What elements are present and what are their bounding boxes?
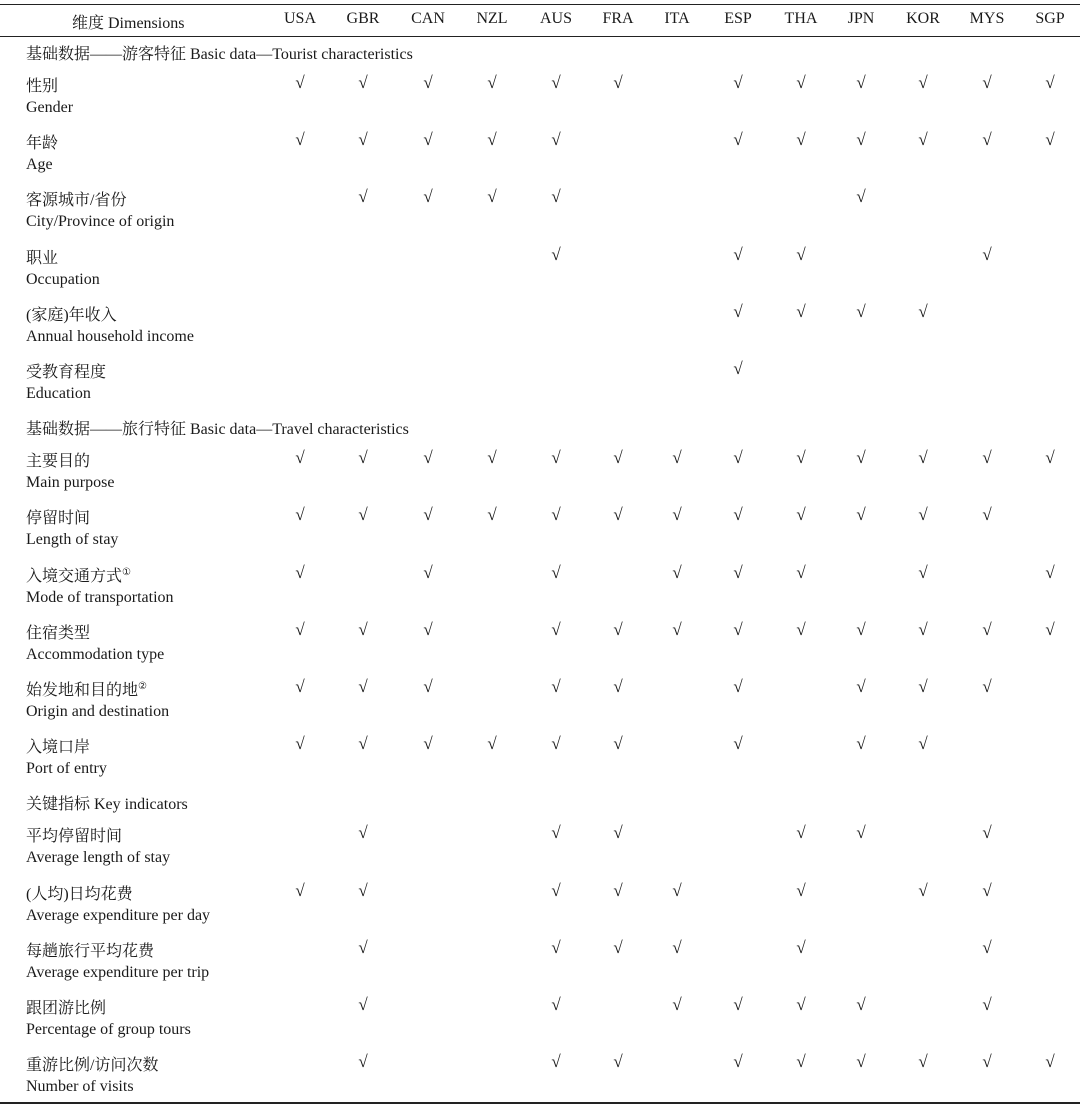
check-mark-jpn: √ — [856, 995, 866, 1014]
footnote-marker: ① — [122, 566, 131, 578]
check-mark-jpn: √ — [856, 619, 866, 639]
row-label-en: Number of visits — [26, 1078, 134, 1096]
check-mark-esp: √ — [733, 1052, 743, 1072]
check-mark-ita: √ — [672, 448, 682, 468]
check-mark-tha: √ — [796, 880, 806, 900]
row-label-zh-text: 住宿类型 — [26, 624, 91, 642]
row-label-zh — [26, 938, 154, 961]
check-mark-aus: √ — [551, 734, 561, 754]
row-label-zh-text: 重游比例/访问次数 — [26, 1057, 159, 1075]
check-mark-usa: √ — [295, 734, 305, 754]
check-mark-aus: √ — [551, 1052, 561, 1072]
header-country-gbr: GBR — [346, 10, 380, 27]
row-label-en: Occupation — [26, 270, 100, 288]
check-mark-aus: √ — [551, 73, 561, 92]
row-label-zh — [26, 677, 147, 700]
check-mark-mys: √ — [982, 1052, 992, 1072]
row-label-zh-text: 平均停留时间 — [26, 828, 123, 846]
check-mark-mys: √ — [982, 130, 992, 150]
check-mark-gbr: √ — [358, 734, 368, 754]
check-mark-gbr: √ — [358, 677, 368, 696]
check-mark-fra: √ — [613, 734, 623, 754]
check-mark-jpn: √ — [856, 505, 866, 525]
check-mark-ita: √ — [672, 619, 682, 639]
check-mark-fra: √ — [613, 505, 623, 525]
check-mark-aus: √ — [551, 995, 561, 1014]
row-label-zh — [26, 1052, 158, 1075]
check-mark-aus: √ — [551, 448, 561, 468]
row-label-en: Port of entry — [26, 760, 107, 778]
check-mark-ita: √ — [672, 880, 682, 900]
section-title: 基础数据——旅行特征 Basic data—Travel characteristics — [26, 421, 409, 439]
row-label-zh-text: 职业 — [26, 249, 59, 267]
check-mark-kor: √ — [918, 301, 928, 321]
row-label-zh-text: (人均)日均花费 — [26, 885, 133, 903]
check-mark-jpn: √ — [856, 823, 866, 843]
row-label-zh-text: 性别 — [26, 78, 59, 95]
header-country-fra: FRA — [602, 10, 634, 27]
check-mark-sgp: √ — [1045, 562, 1055, 582]
row-label-en: Length of stay — [26, 531, 119, 549]
check-mark-can: √ — [423, 677, 433, 696]
check-mark-jpn: √ — [856, 448, 866, 468]
header-country-can: CAN — [411, 10, 445, 27]
header-country-kor: KOR — [906, 10, 940, 27]
check-mark-tha: √ — [796, 1052, 806, 1072]
check-mark-esp: √ — [733, 448, 743, 468]
check-mark-aus: √ — [551, 187, 561, 207]
check-mark-gbr: √ — [358, 130, 368, 150]
check-mark-mys: √ — [982, 995, 992, 1014]
row-label-zh-text: 始发地和目的地 — [26, 682, 139, 699]
check-mark-mys: √ — [982, 880, 992, 900]
check-mark-usa: √ — [295, 677, 305, 696]
check-mark-nzl: √ — [487, 187, 497, 207]
check-mark-jpn: √ — [856, 677, 866, 696]
check-mark-kor: √ — [918, 677, 928, 696]
check-mark-usa: √ — [295, 505, 305, 525]
check-mark-sgp: √ — [1045, 1052, 1055, 1072]
check-mark-aus: √ — [551, 677, 561, 696]
check-mark-esp: √ — [733, 677, 743, 696]
check-mark-can: √ — [423, 505, 433, 525]
row-label-zh — [26, 505, 90, 528]
section-title: 关键指标 Key indicators — [26, 796, 188, 814]
table-header-rule — [0, 36, 1080, 37]
check-mark-gbr: √ — [358, 187, 368, 207]
row-label-zh — [26, 73, 58, 96]
header-country-ita: ITA — [664, 10, 690, 27]
check-mark-kor: √ — [918, 562, 928, 582]
check-mark-aus: √ — [551, 130, 561, 150]
check-mark-nzl: √ — [487, 130, 497, 150]
check-mark-can: √ — [423, 562, 433, 582]
check-mark-ita: √ — [672, 562, 682, 582]
footnote-marker: ② — [138, 681, 147, 692]
check-mark-usa: √ — [295, 73, 305, 92]
row-label-zh — [26, 448, 90, 471]
check-mark-ita: √ — [672, 995, 682, 1014]
check-mark-tha: √ — [796, 505, 806, 525]
row-label-en: Average expenditure per day — [26, 906, 211, 924]
row-label-zh-text: 客源城市/省份 — [26, 192, 127, 210]
row-label-zh — [26, 620, 90, 643]
check-mark-esp: √ — [733, 130, 743, 150]
check-mark-tha: √ — [796, 562, 806, 582]
check-mark-usa: √ — [295, 562, 305, 582]
table-bottom-rule — [0, 1102, 1080, 1104]
check-mark-tha: √ — [796, 995, 806, 1014]
check-mark-esp: √ — [733, 359, 743, 378]
check-mark-fra: √ — [613, 677, 623, 696]
check-mark-esp: √ — [733, 619, 743, 639]
header-country-mys: MYS — [969, 10, 1005, 27]
check-mark-aus: √ — [551, 937, 561, 957]
check-mark-can: √ — [423, 187, 433, 207]
row-label-zh — [26, 359, 106, 382]
check-mark-fra: √ — [613, 448, 623, 468]
check-mark-nzl: √ — [487, 734, 497, 754]
check-mark-gbr: √ — [358, 823, 368, 843]
row-label-zh — [26, 130, 58, 153]
check-mark-kor: √ — [918, 505, 928, 525]
check-mark-can: √ — [423, 619, 433, 639]
check-mark-fra: √ — [613, 937, 623, 957]
check-mark-esp: √ — [733, 73, 743, 92]
check-mark-sgp: √ — [1045, 448, 1055, 468]
check-mark-kor: √ — [918, 73, 928, 92]
check-mark-aus: √ — [551, 505, 561, 525]
check-mark-aus: √ — [551, 823, 561, 843]
row-label-zh — [26, 563, 131, 586]
header-dimensions: 维度 Dimensions — [72, 15, 185, 32]
check-mark-kor: √ — [918, 130, 928, 150]
row-label-en: Accommodation type — [26, 645, 165, 663]
check-mark-tha: √ — [796, 448, 806, 468]
row-label-en: Mode of transportation — [26, 588, 174, 606]
header-country-esp: ESP — [724, 10, 752, 27]
check-mark-sgp: √ — [1045, 73, 1055, 92]
check-mark-fra: √ — [613, 1052, 623, 1072]
row-label-en: Gender — [26, 99, 74, 116]
check-mark-jpn: √ — [856, 734, 866, 754]
check-mark-nzl: √ — [487, 448, 497, 468]
header-country-sgp: SGP — [1035, 10, 1065, 27]
check-mark-aus: √ — [551, 880, 561, 900]
check-mark-kor: √ — [918, 448, 928, 468]
check-mark-kor: √ — [918, 734, 928, 754]
check-mark-mys: √ — [982, 619, 992, 639]
check-mark-aus: √ — [551, 619, 561, 639]
row-label-zh — [26, 823, 122, 846]
check-mark-kor: √ — [918, 1052, 928, 1072]
row-label-zh-text: (家庭)年收入 — [26, 306, 117, 324]
header-country-tha: THA — [784, 10, 818, 27]
header-country-nzl: NZL — [476, 10, 508, 27]
check-mark-mys: √ — [982, 677, 992, 696]
row-label-zh-text: 跟团游比例 — [26, 1000, 107, 1017]
check-mark-can: √ — [423, 73, 433, 92]
check-mark-kor: √ — [918, 880, 928, 900]
check-mark-aus: √ — [551, 244, 561, 264]
check-mark-tha: √ — [796, 619, 806, 639]
check-mark-gbr: √ — [358, 73, 368, 92]
header-country-aus: AUS — [539, 10, 572, 27]
check-mark-esp: √ — [733, 244, 743, 264]
row-label-zh — [26, 734, 90, 757]
check-mark-gbr: √ — [358, 880, 368, 900]
check-mark-aus: √ — [551, 562, 561, 582]
row-label-en: Main purpose — [26, 474, 115, 492]
check-mark-gbr: √ — [358, 448, 368, 468]
check-mark-tha: √ — [796, 244, 806, 264]
check-mark-sgp: √ — [1045, 130, 1055, 150]
check-mark-usa: √ — [295, 880, 305, 900]
row-label-zh-text: 年龄 — [26, 135, 59, 153]
check-mark-mys: √ — [982, 823, 992, 843]
check-mark-nzl: √ — [487, 505, 497, 525]
check-mark-tha: √ — [796, 937, 806, 957]
check-mark-ita: √ — [672, 937, 682, 957]
row-label-zh-text: 入境交通方式 — [26, 567, 123, 585]
row-label-zh — [26, 881, 133, 904]
table-top-rule — [0, 4, 1080, 5]
check-mark-mys: √ — [982, 505, 992, 525]
check-mark-can: √ — [423, 130, 433, 150]
check-mark-esp: √ — [733, 301, 743, 321]
check-mark-esp: √ — [733, 562, 743, 582]
check-mark-usa: √ — [295, 130, 305, 150]
check-mark-mys: √ — [982, 73, 992, 92]
check-mark-tha: √ — [796, 301, 806, 321]
check-mark-esp: √ — [733, 505, 743, 525]
check-mark-kor: √ — [918, 619, 928, 639]
check-mark-can: √ — [423, 734, 433, 754]
check-mark-usa: √ — [295, 619, 305, 639]
check-mark-fra: √ — [613, 823, 623, 843]
row-label-zh-text: 每趟旅行平均花费 — [26, 942, 155, 960]
check-mark-mys: √ — [982, 244, 992, 264]
row-label-en: Percentage of group tours — [26, 1021, 191, 1038]
row-label-en: Origin and destination — [26, 703, 170, 720]
check-mark-mys: √ — [982, 937, 992, 957]
row-label-zh-text: 入境口岸 — [26, 739, 91, 757]
check-mark-ita: √ — [672, 505, 682, 525]
row-label-en: Average expenditure per trip — [26, 963, 210, 981]
row-label-zh — [26, 187, 126, 210]
row-label-zh-text: 停留时间 — [26, 510, 91, 528]
check-mark-tha: √ — [796, 130, 806, 150]
row-label-en: Average length of stay — [26, 849, 171, 867]
check-mark-fra: √ — [613, 73, 623, 92]
check-mark-jpn: √ — [856, 73, 866, 92]
header-country-jpn: JPN — [847, 10, 875, 27]
check-mark-nzl: √ — [487, 73, 497, 92]
check-mark-gbr: √ — [358, 505, 368, 525]
check-mark-jpn: √ — [856, 130, 866, 150]
check-mark-gbr: √ — [358, 619, 368, 639]
check-mark-tha: √ — [796, 823, 806, 843]
check-mark-jpn: √ — [856, 301, 866, 321]
row-label-zh — [26, 302, 117, 325]
row-label-en: Annual household income — [26, 327, 194, 345]
check-mark-fra: √ — [613, 880, 623, 900]
section-title: 基础数据——游客特征 Basic data—Tourist characteristics — [26, 46, 413, 63]
row-label-zh — [26, 995, 106, 1018]
row-label-en: City/Province of origin — [26, 213, 175, 231]
check-mark-tha: √ — [796, 73, 806, 92]
check-mark-jpn: √ — [856, 187, 866, 207]
row-label-zh-text: 主要目的 — [26, 453, 91, 471]
check-mark-esp: √ — [733, 995, 743, 1014]
header-country-usa: USA — [283, 10, 316, 27]
row-label-en: Age — [26, 156, 53, 174]
check-mark-mys: √ — [982, 448, 992, 468]
check-mark-gbr: √ — [358, 937, 368, 957]
row-label-zh — [26, 245, 58, 268]
check-mark-can: √ — [423, 448, 433, 468]
check-mark-gbr: √ — [358, 995, 368, 1014]
check-mark-usa: √ — [295, 448, 305, 468]
check-mark-esp: √ — [733, 734, 743, 754]
check-mark-jpn: √ — [856, 1052, 866, 1072]
check-mark-sgp: √ — [1045, 619, 1055, 639]
row-label-zh-text: 受教育程度 — [26, 364, 107, 381]
check-mark-gbr: √ — [358, 1052, 368, 1072]
row-label-en: Education — [26, 385, 91, 402]
check-mark-fra: √ — [613, 619, 623, 639]
